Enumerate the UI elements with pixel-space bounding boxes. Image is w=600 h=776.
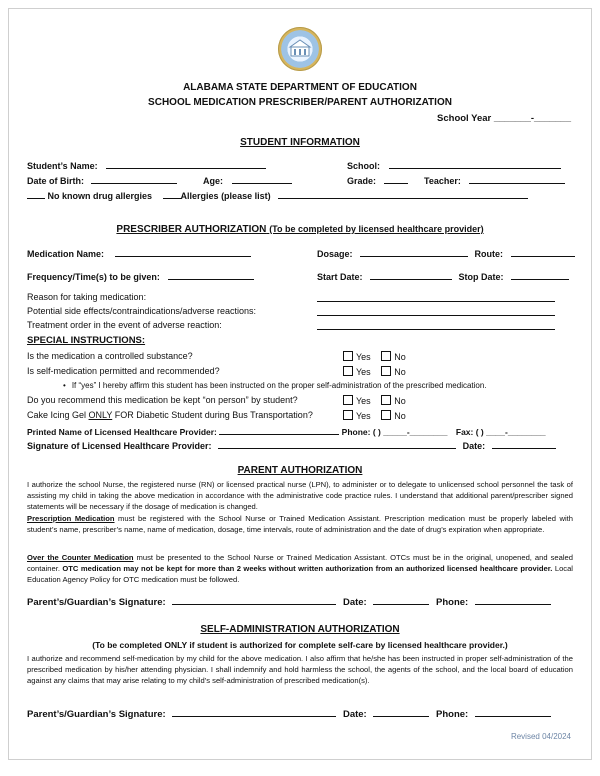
reason-field[interactable] [317,292,555,302]
self-admin-phone-label: Phone: [436,709,469,720]
self-admin-signature-label: Parent’s/Guardian’s Signature: [27,709,166,720]
parent-phone-label: Phone: [436,597,469,608]
prescriber-title [9,224,591,235]
self-med-note-row [27,381,573,390]
on-person-no-checkbox[interactable] [381,395,391,405]
provider-date-field[interactable] [492,439,556,449]
provider-phone-label[interactable]: Phone: ( ) _____-________ [341,427,448,437]
self-med-question-row [27,366,573,376]
provider-signature-field[interactable] [218,439,456,449]
parent-date-field[interactable] [373,595,429,605]
school-field[interactable] [389,159,561,169]
provider-printed-name-field[interactable] [219,425,339,435]
no-label: No [394,352,406,362]
parent-signature-row [27,595,573,608]
controlled-yes-checkbox[interactable] [343,351,353,361]
self-admin-date-field[interactable] [373,707,429,717]
yes-label: Yes [356,396,371,406]
parent-auth-title: PARENT AUTHORIZATION [237,465,363,476]
otc-heading: Over the Counter Medication [27,553,134,562]
yes-label: Yes [356,352,371,362]
parent-date-label: Date: [342,597,367,608]
form-title-agency: ALABAMA STATE DEPARTMENT OF EDUCATION [183,82,417,93]
otc-text: must be presented to the School Nurse or Trained Medication Assistant. OTCs must be in the original, unopened, and sealed container. [27,553,573,573]
state-seal-icon [278,27,322,71]
controlled-question-row [27,351,573,361]
parent-auth-paragraph: I authorize the school Nurse, the registered nurse (RN) or licensed practical nurse (LPN), to administer or to delegate to unlicensed school personnel the task of assisting my child in taking the above medication in accordance with the administrative code practice rules. I understand that additional parent/prescriber signed statements will be necessary if the dosage of medication is changed. [27,480,573,511]
school-year-field[interactable]: School Year _______-_______ [437,113,571,124]
frequency-row [27,270,573,282]
allergy-blank[interactable] [163,189,181,199]
medication-row [27,247,573,259]
allergy-label: Allergies (please list) [180,191,271,201]
dosage-field[interactable] [360,247,468,257]
provider-fax-label[interactable]: Fax: ( ) ____-________ [455,427,546,437]
bullet-icon: • [63,381,66,390]
yes-label: Yes [356,367,371,377]
on-person-question: Do you recommend this medication be kept “on person” by student? [27,395,298,405]
form-title: SCHOOL MEDICATION PRESCRIBER/PARENT AUTHORIZATION [148,97,452,108]
frequency-label: Frequency/Time(s) to be given: [27,272,160,282]
medication-form [8,8,592,760]
allergies-row [27,189,573,201]
route-field[interactable] [511,247,575,257]
side-effects-label: Potential side effects/contraindications/adverse reactions: [27,306,256,316]
provider-printed-name-label: Printed Name of Licensed Healthcare Provider: [27,427,217,437]
controlled-no-checkbox[interactable] [381,351,391,361]
grade-field[interactable] [384,174,408,184]
no-label: No [394,411,406,421]
cake-icing-only: ONLY [88,410,113,420]
start-date-field[interactable] [370,270,452,280]
no-label: No [394,367,406,377]
stop-date-label: Stop Date: [458,272,504,282]
otc-paragraph [27,552,573,585]
no-allergy-blank[interactable] [27,189,45,199]
self-admin-phone-field[interactable] [475,707,551,717]
parent-signature-field[interactable] [172,595,336,605]
student-info-title: STUDENT INFORMATION [240,137,360,148]
age-field[interactable] [232,174,292,184]
dob-field[interactable] [91,174,177,184]
cake-icing-no-checkbox[interactable] [381,410,391,420]
dosage-label: Dosage: [317,249,353,259]
on-person-yes-checkbox[interactable] [343,395,353,405]
self-admin-paragraph: I authorize and recommend self-medication by my child for the above medication. I also affirm that he/she has been instructed in proper self-administration of the prescribed medication by his/her attending physician. I shall indemnify and hold harmless the school, the agents of the school, and the local board of education against any claims that may arise relating to my child’s self-administration of prescribed medication(s). [27,654,573,685]
dob-row [27,174,573,186]
parent-phone-field[interactable] [475,595,551,605]
age-label: Age: [203,176,224,186]
no-label: No [394,396,406,406]
cake-icing-yes-checkbox[interactable] [343,410,353,420]
prescriber-title-note: (To be completed by licensed healthcare provider) [269,224,484,234]
medication-name-field[interactable] [115,247,251,257]
otc-tail-text: Local Education Agency Policy for OTC medication must be followed. [27,564,573,584]
self-admin-subtitle: (To be completed ONLY if student is authorized for complete self-care by licensed healthcare provider.) [92,640,508,650]
self-med-yes-checkbox[interactable] [343,366,353,376]
cake-icing-suffix: FOR Diabetic Student during Bus Transportation? [112,410,313,420]
prescription-heading: Prescription Medication [27,514,115,523]
self-med-note: If “yes” I hereby affirm this student has been instructed on the proper self-administration of the prescribed medication. [71,381,487,390]
start-date-label: Start Date: [317,272,363,282]
stop-date-field[interactable] [511,270,569,280]
no-allergy-label: No known drug allergies [47,191,153,201]
cake-icing-prefix: Cake Icing Gel [27,410,89,420]
controlled-question: Is the medication a controlled substance? [27,351,193,361]
treatment-row [27,320,573,330]
grade-label: Grade: [347,176,377,186]
parent-signature-label: Parent’s/Guardian’s Signature: [27,597,166,608]
reason-label: Reason for taking medication: [27,292,147,302]
student-name-row [27,159,573,171]
self-admin-title: SELF-ADMINISTRATION AUTHORIZATION [200,624,400,635]
cake-icing-question-row [27,410,573,420]
self-admin-signature-field[interactable] [172,707,336,717]
otc-bold-text: OTC medication may not be kept for more than 2 weeks without written authorization from an authorized licensed healthcare provider. [62,564,553,573]
student-name-label: Student’s Name: [27,161,98,171]
provider-name-row [27,425,573,437]
allergy-list-field[interactable] [278,189,528,199]
provider-signature-row [27,439,573,451]
on-person-question-row [27,395,573,405]
side-effects-field[interactable] [317,306,555,316]
treatment-label: Treatment order in the event of adverse reaction: [27,320,222,330]
provider-date-label: Date: [462,441,486,451]
school-label: School: [347,161,380,171]
special-instructions-title: SPECIAL INSTRUCTIONS: [27,335,146,346]
prescriber-title-text: PRESCRIBER AUTHORIZATION [116,224,267,235]
medication-name-label: Medication Name: [27,249,105,259]
side-effects-row [27,306,573,316]
dob-label: Date of Birth: [27,176,84,186]
revised-date: Revised 04/2024 [510,732,571,741]
prescription-paragraph [27,513,573,535]
self-med-no-checkbox[interactable] [381,366,391,376]
treatment-field[interactable] [317,320,555,330]
self-admin-signature-row [27,707,573,720]
student-name-field[interactable] [106,159,266,169]
teacher-label: Teacher: [424,176,461,186]
self-admin-date-label: Date: [342,709,367,720]
teacher-field[interactable] [469,174,565,184]
yes-label: Yes [356,411,371,421]
frequency-field[interactable] [168,270,254,280]
reason-row [27,292,573,302]
route-label: Route: [474,249,504,259]
self-med-question: Is self-medication permitted and recommended? [27,366,220,376]
provider-signature-label: Signature of Licensed Healthcare Provider: [27,441,212,451]
prescription-text: must be registered with the School Nurse or Trained Medication Assistant. Prescription medication must be properly labeled with student’s name, prescriber’s name, name of medication, dosage, time intervals, route of administration and the date of drug’s expiration when appropriate. [27,514,573,534]
